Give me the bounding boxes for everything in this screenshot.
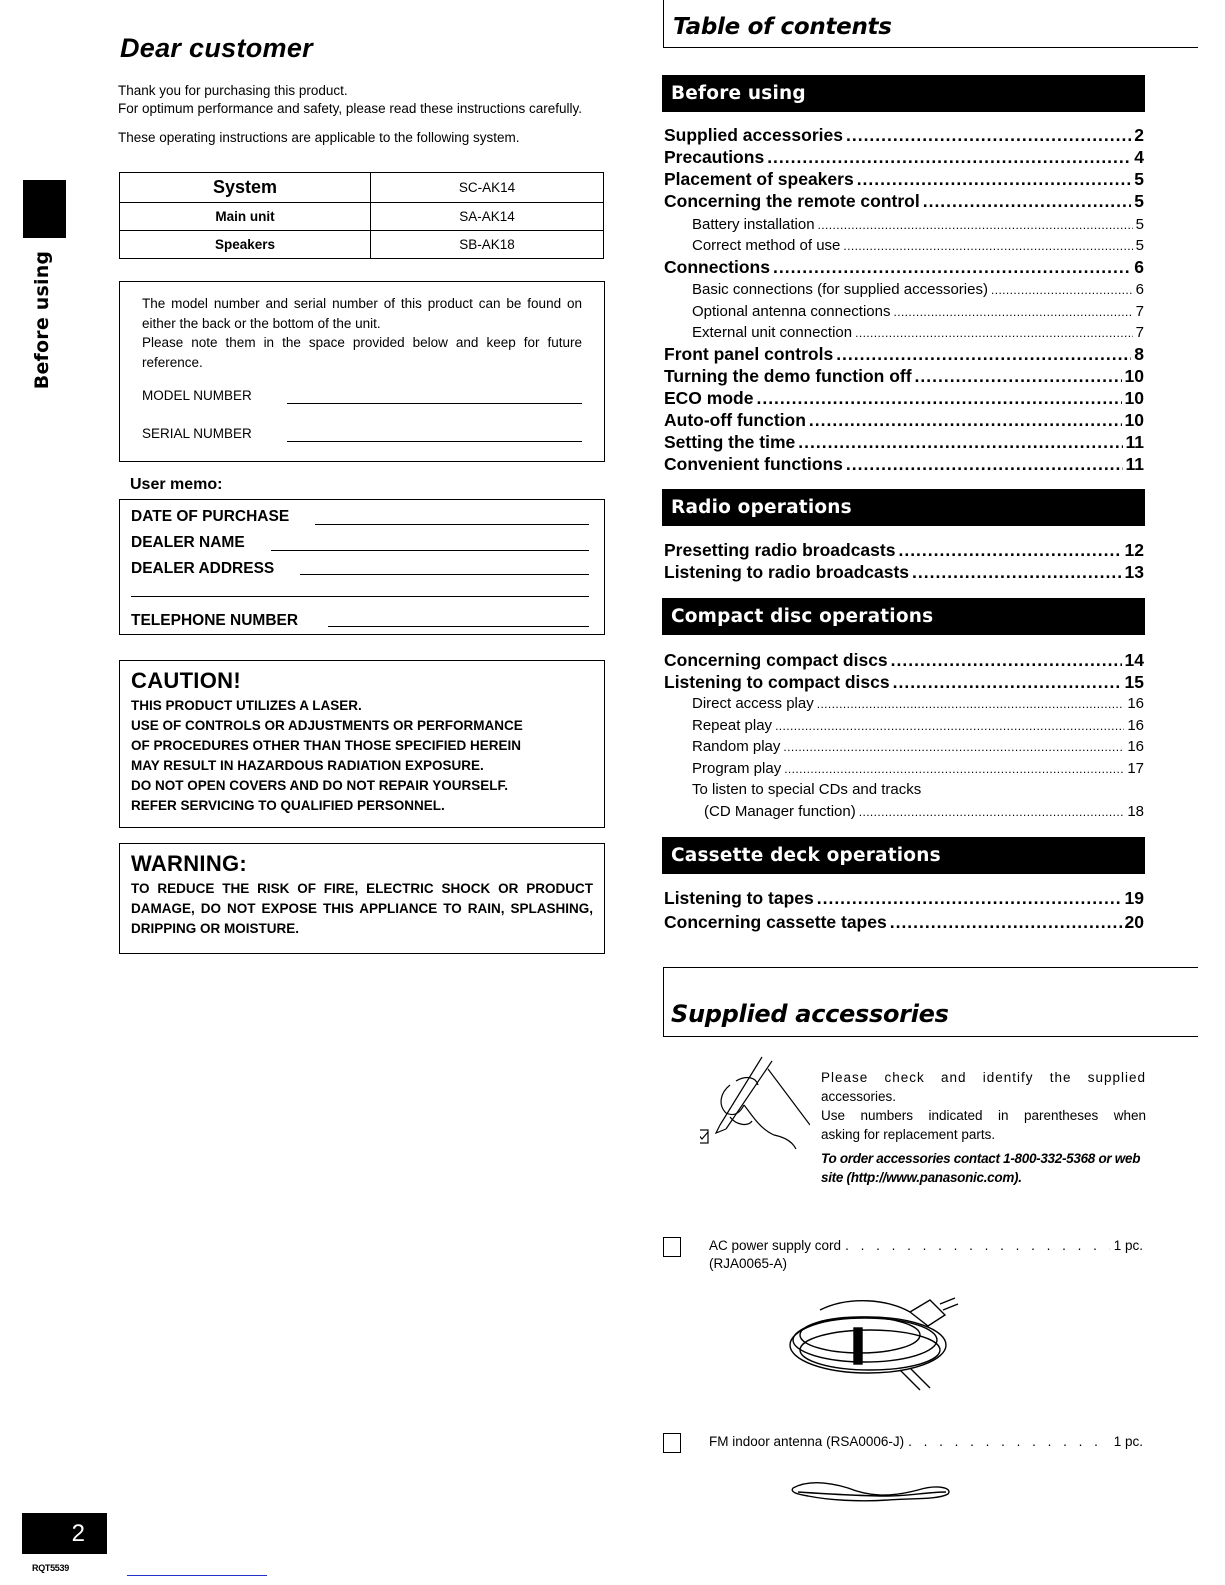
caution-line: OF PROCEDURES OTHER THAN THOSE SPECIFIED HEREIN — [131, 738, 522, 753]
toc-entry[interactable] — [664, 125, 1144, 146]
toc-entry-label: Listening to compact discs — [664, 672, 890, 692]
toc-entry[interactable] — [664, 191, 1144, 212]
leader-dots — [855, 326, 1133, 340]
toc-entry-page: 10 — [1124, 366, 1144, 386]
main-unit-label: Main unit — [120, 203, 371, 231]
toc-entry-label: Convenient functions — [664, 454, 843, 474]
toc-entry-label: Setting the time — [664, 432, 796, 452]
leader-dots — [818, 218, 1133, 232]
toc-entry[interactable] — [664, 324, 1144, 341]
toc-section-compact-disc-operations: Compact disc operations — [662, 598, 1145, 635]
leader-dots — [773, 257, 1131, 278]
intro-line-1: Thank you for purchasing this product. — [118, 83, 348, 98]
toc-entry-label: Placement of speakers — [664, 169, 854, 189]
toc-entry-label: (CD Manager function) — [704, 803, 856, 820]
toc-entry-label: Concerning cassette tapes — [664, 912, 887, 932]
toc-entry-page: 4 — [1134, 147, 1144, 167]
leader-dots — [891, 650, 1122, 671]
toc-entry-label: Correct method of use — [692, 237, 841, 254]
leader-dots — [775, 719, 1124, 733]
toc-entry[interactable] — [664, 454, 1144, 475]
toc-entry-page: 13 — [1124, 562, 1144, 582]
toc-entry[interactable] — [664, 366, 1144, 387]
toc-entry-label: Concerning compact discs — [664, 650, 888, 670]
leader-dots — [857, 169, 1132, 190]
leader-dots — [798, 432, 1122, 453]
caution-line: MAY RESULT IN HAZARDOUS RADIATION EXPOSURE. — [131, 758, 484, 773]
toc-entry-label: Battery installation — [692, 216, 815, 233]
toc-entry-label: Front panel controls — [664, 344, 834, 364]
telephone-number-field[interactable] — [328, 626, 589, 627]
toc-entry-page: 5 — [1135, 216, 1144, 233]
toc-entry[interactable] — [664, 388, 1144, 409]
intro-text — [118, 82, 608, 147]
caution-line: THIS PRODUCT UTILIZES A LASER. — [131, 698, 362, 713]
toc-entry[interactable] — [664, 540, 1144, 561]
toc-entry-label: Turning the demo function off — [664, 366, 912, 386]
table-row — [120, 203, 604, 231]
dealer-name-field[interactable] — [271, 550, 589, 551]
toc-entry-label: To listen to special CDs and tracks — [692, 781, 922, 798]
speakers-label: Speakers — [120, 231, 371, 259]
toc-entry[interactable] — [664, 344, 1144, 365]
serial-number-field[interactable] — [142, 426, 252, 441]
user-memo-title: User memo: — [130, 476, 223, 493]
toc-entry-label: External unit connection — [692, 324, 853, 341]
accessory-name: FM indoor antenna (RSA0006-J) — [709, 1434, 905, 1449]
toc-entry[interactable] — [664, 695, 1144, 712]
serial-box-text-2: Please note them in the space provided below and keep for future reference. — [142, 335, 582, 370]
toc-entry-page: 10 — [1124, 388, 1144, 408]
toc-entry-label: Presetting radio broadcasts — [664, 540, 896, 560]
warning-box — [119, 843, 605, 954]
warning-body: TO REDUCE THE RISK OF FIRE, ELECTRIC SHOCK OR PRODUCT DAMAGE, DO NOT EXPOSE THIS APPLIANCE TO RAIN, SPLASHING, DRIPPING OR MOISTURE. — [131, 881, 593, 936]
toc-entry-label: Concerning the remote control — [664, 191, 920, 211]
fm-antenna-illustration-icon — [788, 1478, 958, 1508]
system-label: System — [120, 173, 371, 203]
caution-line: USE OF CONTROLS OR ADJUSTMENTS OR PERFORMANCE — [131, 718, 523, 733]
toc-entry-label: ECO mode — [664, 388, 754, 408]
toc-entry-label: Optional antenna connections — [692, 303, 891, 320]
leader-dots — [845, 1238, 1110, 1253]
hand-writing-checkmark-icon — [700, 1055, 810, 1150]
toc-entry-label: Program play — [692, 760, 782, 777]
toc-entry-page: 19 — [1124, 888, 1144, 908]
toc-entry[interactable] — [664, 147, 1144, 168]
accessory-qty: 1 pc. — [1113, 1434, 1143, 1449]
ac-cord-checkbox[interactable] — [663, 1237, 681, 1257]
model-number-label: MODEL NUMBER — [142, 388, 252, 403]
toc-entry[interactable] — [664, 237, 1144, 254]
main-unit-value: SA-AK14 — [371, 203, 604, 231]
toc-entry-page: 10 — [1124, 410, 1144, 430]
accessories-title: Supplied accessories — [671, 1000, 949, 1028]
leader-dots — [890, 912, 1122, 933]
caution-box — [119, 660, 605, 828]
toc-entry-label: Precautions — [664, 147, 765, 167]
leader-dots — [846, 454, 1123, 475]
toc-entry-page: 5 — [1134, 191, 1144, 211]
toc-entry-page: 2 — [1134, 125, 1144, 145]
leader-dots — [923, 191, 1132, 212]
caution-line: REFER SERVICING TO QUALIFIED PERSONNEL. — [131, 798, 445, 813]
intro-line-3: These operating instructions are applicable to the following system. — [118, 130, 520, 145]
dealer-address-field-2[interactable] — [131, 596, 589, 597]
accessory-qty: 1 pc. — [1113, 1238, 1143, 1253]
toc-entry[interactable] — [664, 303, 1144, 320]
leader-dots — [817, 697, 1125, 711]
toc-entry-label: Listening to radio broadcasts — [664, 562, 910, 582]
toc-entry[interactable] — [664, 717, 1144, 734]
table-row — [120, 231, 604, 259]
leader-dots — [756, 388, 1121, 409]
leader-dots — [784, 762, 1124, 776]
leader-dots — [809, 410, 1122, 431]
toc-entry-label: Connections — [664, 257, 770, 277]
toc-entry-page: 18 — [1127, 803, 1144, 820]
warning-title: WARNING: — [131, 851, 248, 876]
leader-dots — [783, 740, 1124, 754]
toc-section-cassette-deck-operations: Cassette deck operations — [662, 837, 1145, 874]
toc-entry-page: 7 — [1135, 303, 1144, 320]
date-of-purchase-field[interactable] — [315, 524, 589, 525]
page-number: 2 — [22, 1513, 107, 1554]
model-number-field[interactable] — [142, 388, 252, 403]
system-value: SC-AK14 — [371, 173, 604, 203]
leader-dots — [817, 888, 1122, 909]
accessory-item-ac-cord — [709, 1238, 1143, 1253]
telephone-number-label: TELEPHONE NUMBER — [131, 612, 299, 629]
speakers-value: SB-AK18 — [371, 231, 604, 259]
serial-number-label: SERIAL NUMBER — [142, 426, 252, 441]
accessory-name: AC power supply cord — [709, 1238, 842, 1253]
toc-title: Table of contents — [673, 14, 892, 40]
toc-entry[interactable] — [664, 760, 1144, 777]
user-memo-box — [119, 499, 605, 635]
accessories-intro-line-1: Please check and identify the supplied — [821, 1070, 1146, 1085]
accessories-order-contact: To order accessories contact 1-800-332-5368 or web site (http://www.panasonic.com). — [821, 1151, 1141, 1185]
toc-entry[interactable] — [664, 912, 1144, 933]
toc-entry-page: 20 — [1124, 912, 1144, 932]
intro-line-2: For optimum performance and safety, please read these instructions carefully. — [118, 101, 582, 116]
toc-entry-label: Repeat play — [692, 717, 773, 734]
toc-entry-label: Auto-off function — [664, 410, 806, 430]
toc-entry[interactable] — [664, 257, 1144, 278]
fm-antenna-checkbox[interactable] — [663, 1433, 681, 1453]
caution-title: CAUTION! — [131, 668, 241, 693]
scan-artifact-line — [127, 1575, 267, 1576]
leader-dots — [846, 125, 1131, 146]
toc-entry-page: 5 — [1135, 237, 1144, 254]
toc-entry[interactable] — [664, 410, 1144, 431]
toc-entry-label: Listening to tapes — [664, 888, 814, 908]
leader-dots — [767, 147, 1131, 168]
toc-entry[interactable] — [664, 281, 1144, 298]
toc-entry-page: 16 — [1127, 738, 1144, 755]
leader-dots — [915, 366, 1122, 387]
leader-dots — [912, 562, 1121, 583]
section-marker-block — [23, 180, 66, 238]
toc-entry[interactable] — [664, 650, 1144, 671]
section-tab-label — [12, 250, 72, 390]
toc-entry-page: 12 — [1124, 540, 1144, 560]
accessories-intro-line-2b: asking for replacement parts. — [821, 1127, 996, 1142]
document-code: RQT5539 — [32, 1563, 69, 1573]
toc-entry-page: 16 — [1127, 717, 1144, 734]
date-of-purchase-label: DATE OF PURCHASE — [131, 508, 290, 525]
toc-entry[interactable] — [664, 169, 1144, 190]
leader-dots — [843, 239, 1132, 253]
toc-section-radio-operations: Radio operations — [662, 489, 1145, 526]
toc-entry[interactable] — [664, 888, 1144, 909]
ac-power-cord-illustration-icon — [780, 1290, 990, 1400]
accessory-item-fm-antenna — [709, 1434, 1143, 1449]
toc-entry[interactable] — [664, 738, 1144, 755]
serial-box-text: The model number and serial number of this product can be found on either the back or the bottom of the unit. — [142, 296, 582, 331]
section-tab-text: Before using — [31, 250, 53, 390]
toc-entry[interactable] — [664, 432, 1144, 453]
serial-number-box — [119, 281, 605, 462]
serial-number-line — [287, 441, 582, 442]
dealer-address-label: DEALER ADDRESS — [131, 560, 275, 577]
toc-section-before-using: Before using — [662, 75, 1145, 112]
toc-entry-page: 17 — [1127, 760, 1144, 777]
toc-entry-label: Direct access play — [692, 695, 814, 712]
toc-entry-page: 16 — [1127, 695, 1144, 712]
toc-entry-page: 11 — [1125, 454, 1144, 474]
toc-entry-label: Supplied accessories — [664, 125, 843, 145]
leader-dots — [893, 672, 1122, 693]
toc-entry[interactable] — [664, 672, 1144, 693]
toc-entry-page: 14 — [1124, 650, 1144, 670]
toc-entry-page: 5 — [1134, 169, 1144, 189]
caution-line: DO NOT OPEN COVERS AND DO NOT REPAIR YOURSELF. — [131, 778, 509, 793]
toc-entry[interactable] — [664, 562, 1144, 583]
toc-entry[interactable] — [664, 781, 1144, 798]
toc-entry-label: Basic connections (for supplied accessories) — [692, 281, 988, 298]
accessories-intro-line-1b: accessories. — [821, 1089, 897, 1104]
toc-entry-label: Random play — [692, 738, 781, 755]
toc-entry-page: 7 — [1135, 324, 1144, 341]
leader-dots — [859, 805, 1125, 819]
leader-dots — [893, 305, 1132, 319]
dealer-name-label: DEALER NAME — [131, 534, 245, 551]
dealer-address-field[interactable] — [300, 574, 589, 575]
leader-dots — [908, 1434, 1110, 1449]
system-table — [119, 172, 604, 259]
toc-entry[interactable] — [664, 216, 1144, 233]
table-row — [120, 173, 604, 203]
accessories-intro-line-2: Use numbers indicated in parentheses when — [821, 1108, 1146, 1123]
leader-dots — [898, 540, 1121, 561]
leader-dots — [991, 283, 1133, 297]
toc-entry-page: 8 — [1134, 344, 1144, 364]
toc-entry-page: 6 — [1134, 257, 1144, 277]
accessories-intro — [821, 1068, 1146, 1187]
toc-entry-page: 11 — [1125, 432, 1144, 452]
accessory-part-number: (RJA0065-A) — [709, 1256, 788, 1271]
toc-entry-page: 15 — [1124, 672, 1144, 692]
caution-body — [131, 696, 593, 816]
toc-entry[interactable] — [664, 803, 1144, 820]
model-number-line — [287, 403, 582, 404]
toc-entry-page: 6 — [1135, 281, 1144, 298]
leader-dots — [836, 344, 1131, 365]
dear-customer-title: Dear customer — [120, 33, 313, 63]
